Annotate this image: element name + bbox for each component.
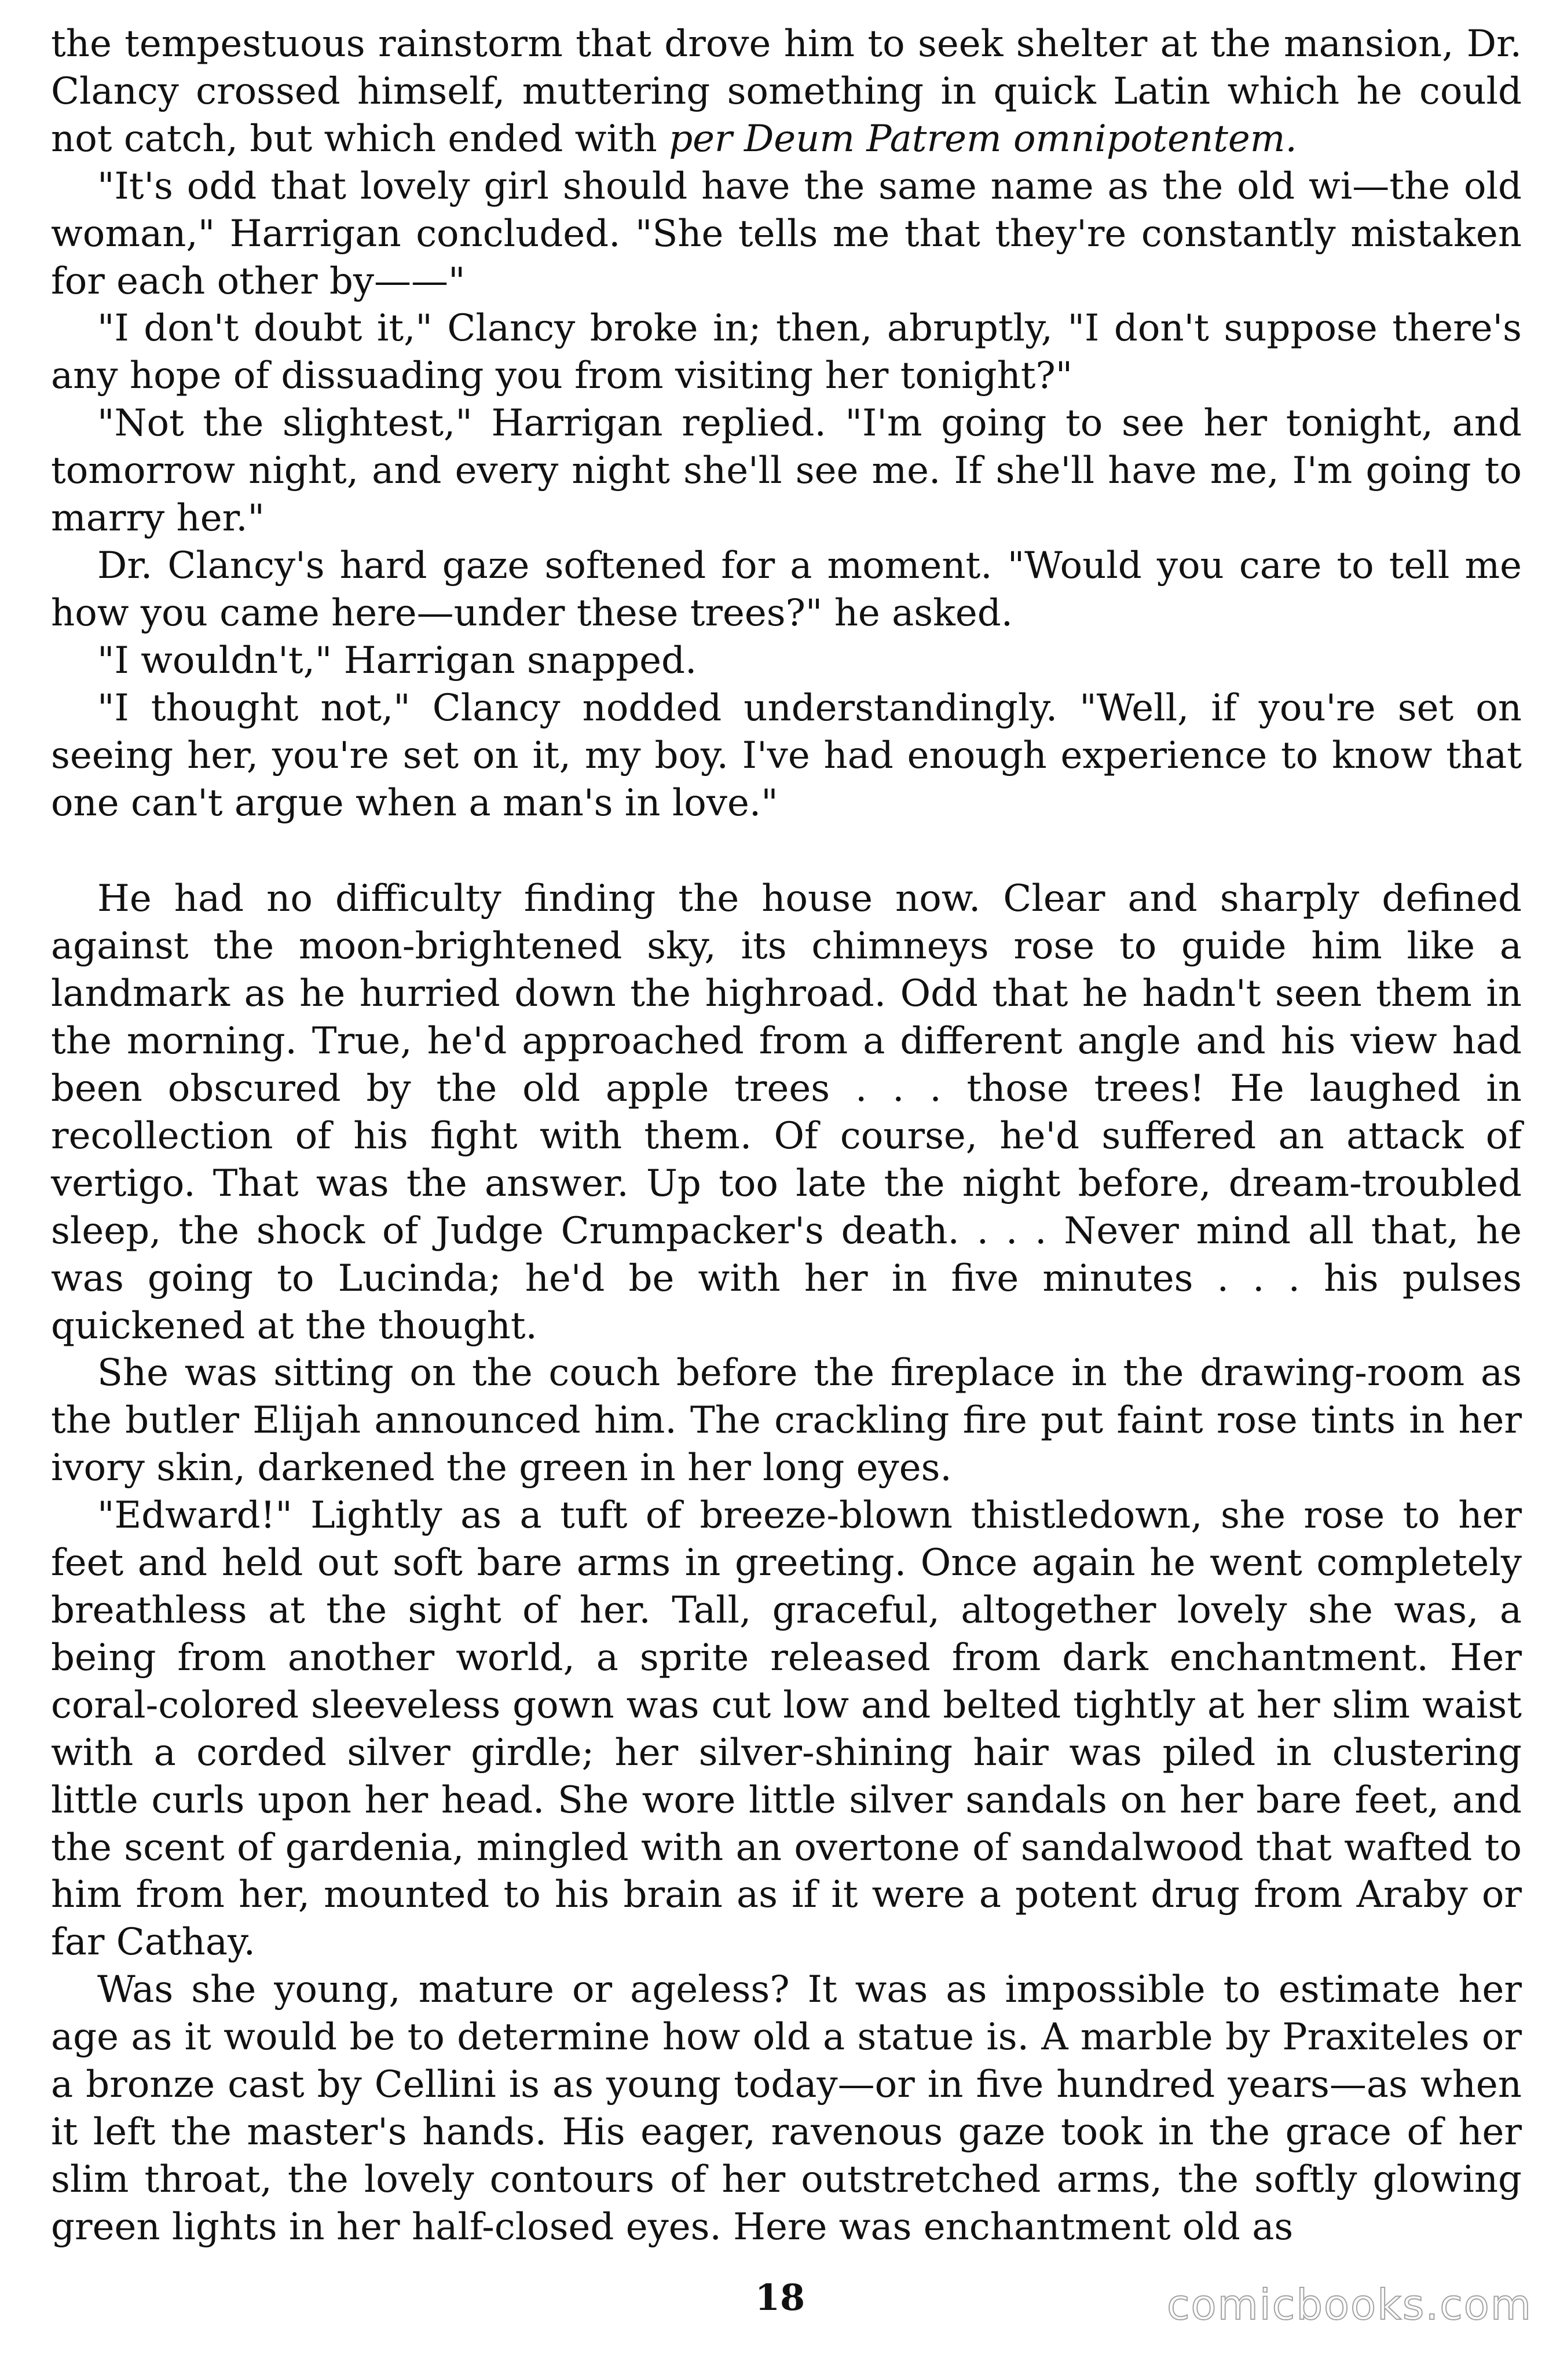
paragraph — [51, 876, 1522, 1350]
text-run: "Edward!" Lightly as a tuft of breeze-blown thistledown, she rose to her feet and held out soft bare arms in greeting. Once again he went completely breathless at the sight of her. Tall, graceful, altogether lovely she was, a being from another world, a sprite released from dark enchantment. Her coral-colored sleeveless gown was cut low and belted tightly at her slim waist with a corded silver girdle; her silver-shining hair was piled in clustering little curls upon her head. She wore little silver sandals on her bare feet, and the scent of gardenia, mingled with an overtone of sandalwood that wafted to him from her, mounted to his brain as if it were a potent drug from Araby or far Cathay. — [51, 1494, 1522, 1964]
paragraph — [51, 1492, 1522, 1967]
text-section — [51, 876, 1522, 2251]
text-run: She was sitting on the couch before the fireplace in the drawing-room as the butler Elijah announced him. The crackling fire put faint rose tints in her ivory skin, darkened the green in her long eyes. — [51, 1352, 1522, 1490]
text-run: Was she young, mature or ageless? It was as impossible to estimate her age as it would be to determine how old a statue is. A marble by Praxiteles or a bronze cast by Cellini is as young today—or in five hundred years—as when it left the master's hands. His eager, ravenous gaze took in the grace of her slim throat, the lovely contours of her outstretched arms, the softly glowing green lights in her half-closed eyes. Here was enchantment old as — [51, 1968, 1522, 2249]
paragraph — [51, 305, 1522, 400]
text-run: Dr. Clancy's hard gaze softened for a moment. "Would you care to tell me how you came here—under these trees?" he asked. — [51, 544, 1522, 635]
text-run: "It's odd that lovely girl should have the same name as the old wi—the old woman," Harrigan concluded. "She tells me that they're constantly mistaken for each other by——" — [51, 164, 1522, 303]
paragraph — [51, 400, 1522, 543]
paragraph — [51, 21, 1522, 163]
text-run: the tempestuous rainstorm that drove him to seek shelter at the mansion, Dr. Clancy crossed himself, muttering something in quick Latin which he could not catch, but which ended with — [51, 23, 1522, 160]
paragraph — [51, 1350, 1522, 1492]
page-number: 18 — [755, 2276, 805, 2319]
site-watermark: comicbooks.com — [1166, 2280, 1532, 2329]
text-run: He had no difficulty finding the house now. Clear and sharply defined against the moon-brightened sky, its chimneys rose to guide him like a landmark as he hurried down the highroad. Odd that he hadn't seen them in the morning. True, he'd approached from a different angle and his view had been obscured by the old apple trees . . . those trees! He laughed in recollection of his fight with them. Of course, he'd suffered an attack of vertigo. That was the answer. Up too late the night before, dream-troubled sleep, the shock of Judge Crumpacker's death. . . . Never mind all that, he was going to Lucinda; he'd be with her in five minutes . . . his pulses quickened at the thought. — [51, 877, 1522, 1348]
text-run: "I thought not," Clancy nodded understandingly. "Well, if you're set on seeing her, you're set on it, my boy. I've had enough experience to know that one can't argue when a man's in love." — [51, 686, 1522, 825]
text-section — [51, 21, 1522, 827]
paragraph — [51, 638, 1522, 685]
italic-text: per Deum Patrem omnipotentem. — [669, 117, 1297, 160]
paragraph — [51, 685, 1522, 827]
text-run: "I don't doubt it," Clancy broke in; then, abruptly, "I don't suppose there's any hope of dissuading you from visiting her tonight?" — [51, 307, 1522, 398]
body-text — [51, 21, 1522, 2251]
text-run: "I wouldn't," Harrigan snapped. — [97, 639, 697, 682]
paragraph — [51, 543, 1522, 638]
paragraph — [51, 163, 1522, 306]
paragraph — [51, 1967, 1522, 2251]
text-run: "Not the slightest," Harrigan replied. "I'm going to see her tonight, and tomorrow night, and every night she'll see me. If she'll have me, I'm going to marry her." — [51, 402, 1522, 540]
